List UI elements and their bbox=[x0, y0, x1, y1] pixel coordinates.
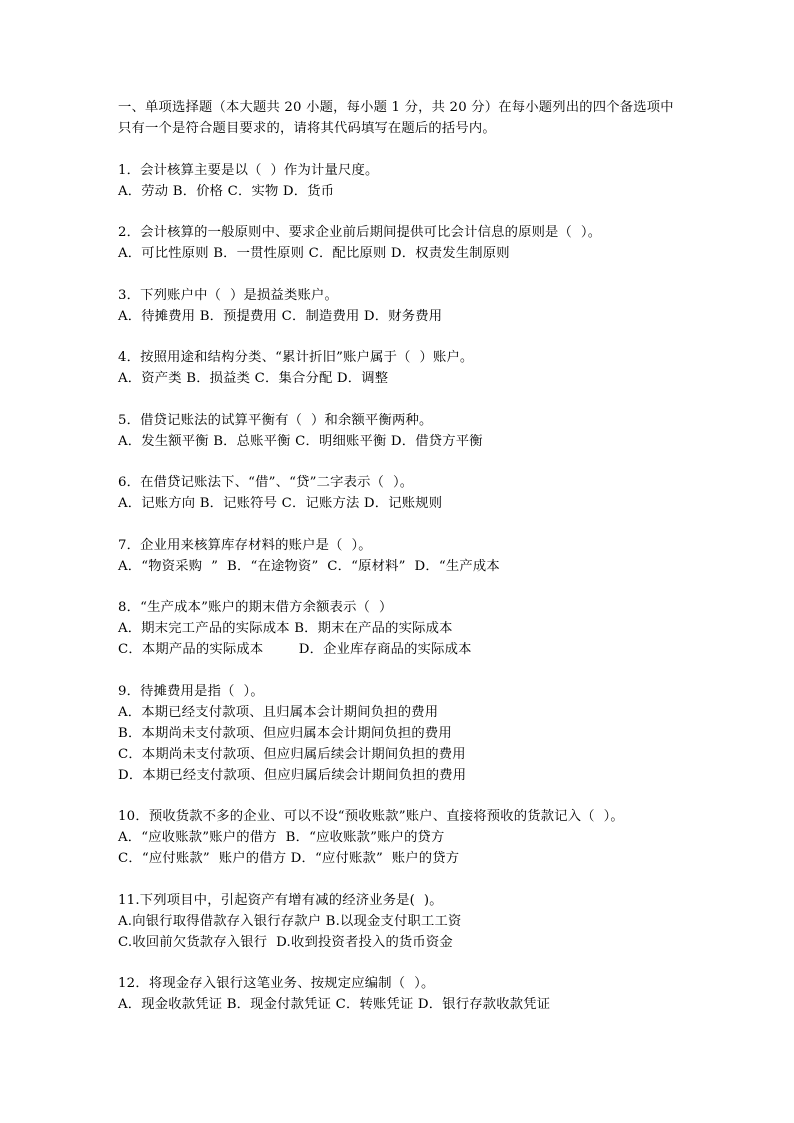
question-10 bbox=[118, 806, 688, 869]
question-options: C．本期尚未支付款项、但应归属后续会计期间负担的费用 bbox=[118, 746, 466, 762]
question-stem: 3．下列账户中（ ）是损益类账户。 bbox=[118, 287, 338, 303]
question-2 bbox=[118, 222, 688, 264]
question-options: C．本期产品的实际成本 D．企业库存商品的实际成本 bbox=[118, 642, 472, 657]
question-options: A．“物资采购 ” B．“在途物资” C．“原材料” D．“生产成本 bbox=[118, 558, 500, 574]
question-options: A．记账方向 B．记账符号 C．记账方法 D．记账规则 bbox=[118, 496, 443, 511]
question-stem: 5．借贷记账法的试算平衡有（ ）和余额平衡两种。 bbox=[118, 412, 433, 428]
question-stem: 10．预收货款不多的企业、可以不设“预收账款”账户、直接将预收的货款记入（ ）。 bbox=[118, 809, 624, 824]
section-header-line-1: 一、单项选择题（本大题共 20 小题，每小题 1 分，共 20 分）在每小题列出的四个备选项中 bbox=[118, 100, 674, 115]
question-4 bbox=[118, 347, 688, 389]
question-stem: 4．按照用途和结构分类、“累计折旧”账户属于（ ）账户。 bbox=[118, 350, 474, 365]
question-stem: 11.下列项目中，引起资产有增有减的经济业务是( )。 bbox=[118, 892, 443, 908]
question-options: A．期末完工产品的实际成本 B．期末在产品的实际成本 bbox=[118, 621, 453, 636]
question-options: A．可比性原则 B．一贯性原则 C．配比原则 D．权责发生制原则 bbox=[118, 246, 510, 261]
question-options: B．本期尚未支付款项、但应归属本会计期间负担的费用 bbox=[118, 725, 452, 741]
question-9 bbox=[118, 681, 688, 786]
question-options: A．资产类 B．损益类 C．集合分配 D．调整 bbox=[118, 371, 389, 386]
question-stem: 6．在借贷记账法下、“借”、“贷”二字表示（ ）。 bbox=[118, 475, 414, 490]
section-header-line-2: 只有一个是符合题目要求的，请将其代码填写在题后的括号内。 bbox=[118, 121, 496, 136]
question-options: D．本期已经支付款项、但应归属后续会计期间负担的费用 bbox=[118, 767, 467, 783]
question-7 bbox=[118, 535, 688, 577]
question-options: C．“应付账款” 账户的借方 D．“应付账款” 账户的贷方 bbox=[118, 851, 460, 866]
question-stem: 12．将现金存入银行这笔业务、按规定应编制（ ）。 bbox=[118, 976, 435, 991]
question-options: A.向银行取得借款存入银行存款户 B.以现金支付职工工资 bbox=[118, 913, 462, 929]
question-11 bbox=[118, 890, 688, 953]
question-options: A．待摊费用 B．预提费用 C．制造费用 D．财务费用 bbox=[118, 308, 443, 324]
question-8 bbox=[118, 597, 688, 660]
question-12 bbox=[118, 973, 688, 1015]
question-options: C.收回前欠货款存入银行 D.收到投资者投入的货币资金 bbox=[118, 934, 453, 950]
question-6 bbox=[118, 472, 688, 514]
question-stem: 7．企业用来核算库存材料的账户是（ ）。 bbox=[118, 537, 372, 553]
question-5 bbox=[118, 410, 688, 452]
question-options: A．发生额平衡 B．总账平衡 C．明细账平衡 D．借贷方平衡 bbox=[118, 433, 483, 449]
question-options: A．劳动 B．价格 C．实物 D．货币 bbox=[118, 183, 335, 199]
question-options: A．“应收账款”账户的借方 B．“应收账款”账户的贷方 bbox=[118, 830, 445, 845]
question-options: A．本期已经支付款项、且归属本会计期间负担的费用 bbox=[118, 704, 439, 720]
question-1 bbox=[118, 160, 688, 202]
question-stem: 9．待摊费用是指（ ）。 bbox=[118, 683, 264, 699]
question-options: A．现金收款凭证 B．现金付款凭证 C．转账凭证 D．银行存款收款凭证 bbox=[118, 997, 551, 1012]
question-stem: 1．会计核算主要是以（ ）作为计量尺度。 bbox=[118, 162, 379, 178]
question-stem: 8．“生产成本”账户的期末借方余额表示（ ） bbox=[118, 600, 393, 615]
exam-page bbox=[118, 97, 688, 1015]
question-3 bbox=[118, 285, 688, 327]
question-stem: 2．会计核算的一般原则中、要求企业前后期间提供可比会计信息的原则是（ ）。 bbox=[118, 225, 602, 240]
